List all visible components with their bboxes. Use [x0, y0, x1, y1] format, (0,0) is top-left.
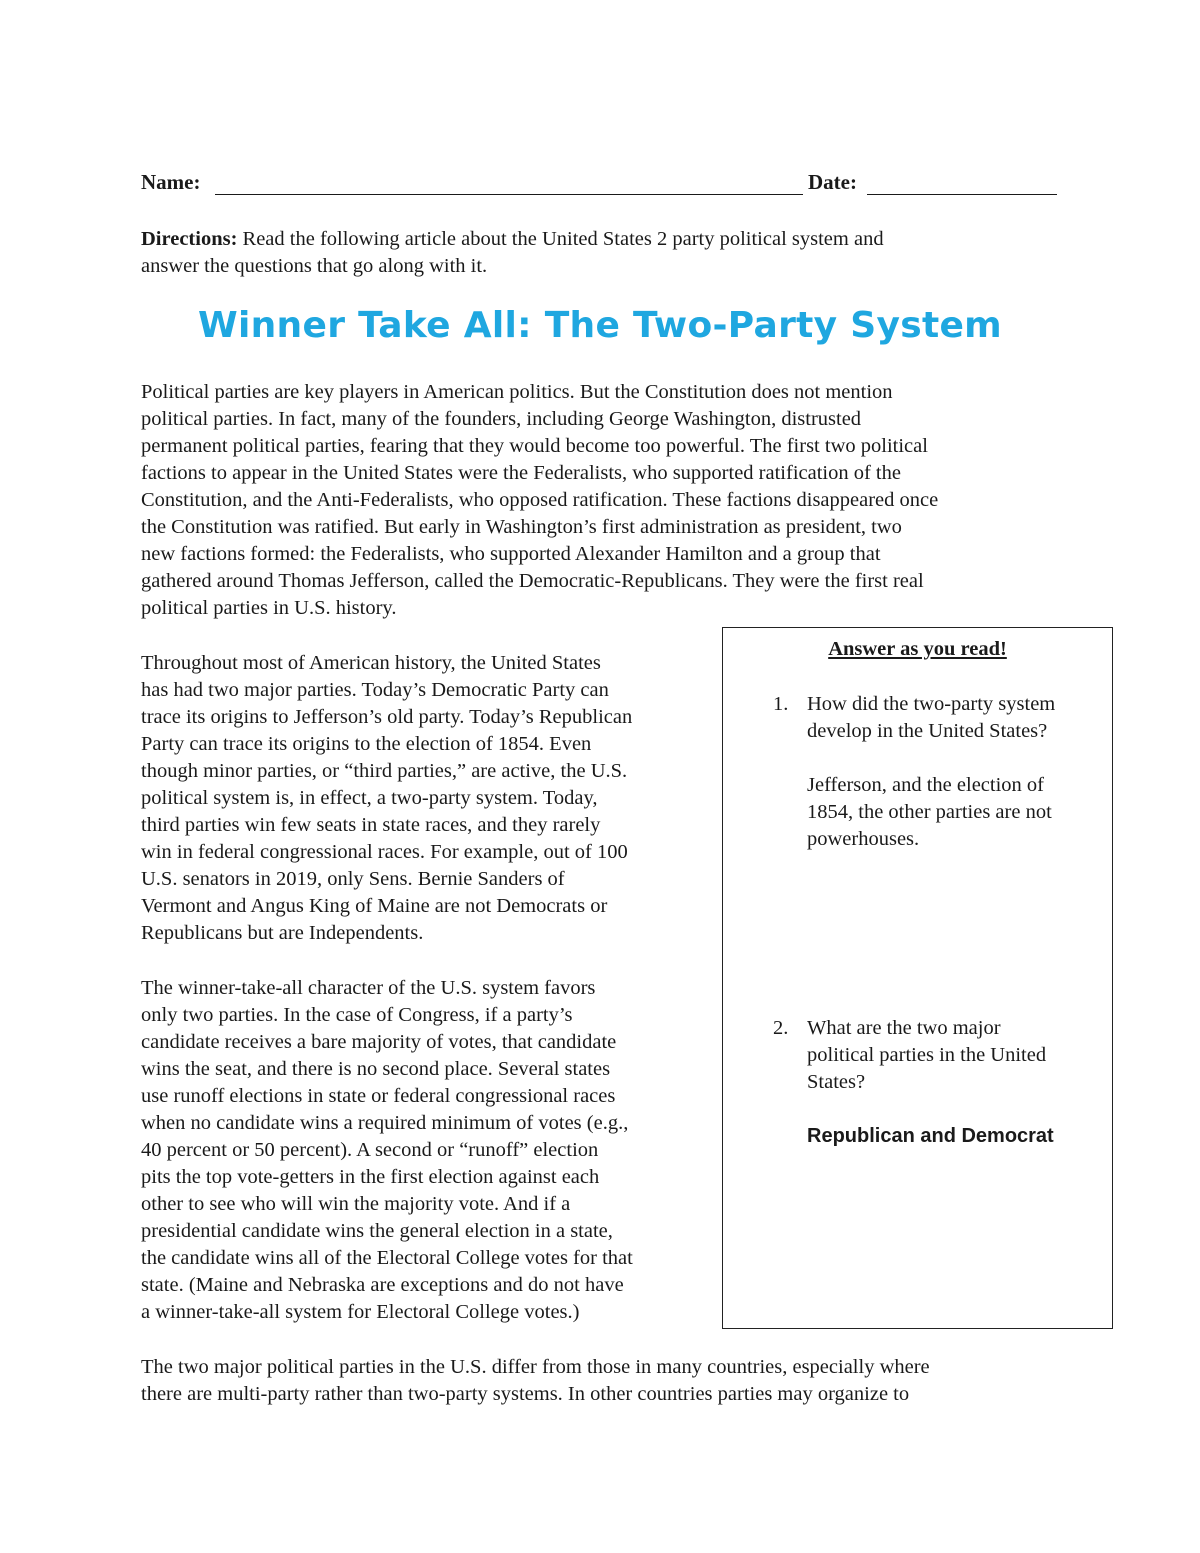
date-label: Date: [808, 170, 857, 194]
answer-1[interactable] [807, 772, 1107, 853]
text-line: third parties win few seats in state races, and they rarely [141, 814, 601, 836]
text-line: when no candidate wins a required minimum of votes (e.g., [141, 1112, 629, 1134]
text-line: a winner-take-all system for Electoral College votes.) [141, 1301, 580, 1323]
answer-box [722, 627, 1113, 1329]
text-line: factions to appear in the United States were the Federalists, who supported ratification of the [141, 462, 901, 484]
text-line: new factions formed: the Federalists, who supported Alexander Hamilton and a group that [141, 543, 881, 565]
text-line: win in federal congressional races. For example, out of 100 [141, 841, 628, 863]
text-line: other to see who will win the majority vote. And if a [141, 1193, 571, 1215]
question-text [807, 1015, 1107, 1096]
article-paragraph-4 [141, 1354, 1071, 1408]
text-line: gathered around Thomas Jefferson, called the Democratic-Republicans. They were the first real [141, 570, 924, 592]
text-line: The winner-take-all character of the U.S. system favors [141, 977, 596, 999]
text-line: state. (Maine and Nebraska are exceptions and do not have [141, 1274, 624, 1296]
text-line: political parties in U.S. history. [141, 597, 397, 619]
article-paragraph-1 [141, 379, 1071, 622]
name-label: Name: [141, 170, 201, 194]
text-line: 40 percent or 50 percent). A second or “runoff” election [141, 1139, 599, 1161]
text-line: Political parties are key players in American politics. But the Constitution does not mention [141, 381, 893, 403]
name-date-row [141, 170, 1061, 200]
text-line: U.S. senators in 2019, only Sens. Bernie Sanders of [141, 868, 565, 890]
answer-2[interactable]: Republican and Democrat [807, 1125, 1054, 1147]
article-title: Winner Take All: The Two-Party System [197, 305, 1002, 346]
text-line: Republicans but are Independents. [141, 922, 424, 944]
text-line: permanent political parties, fearing that they would become too powerful. The first two political [141, 435, 928, 457]
question-number: 2. [773, 1017, 789, 1039]
text-line: Vermont and Angus King of Maine are not Democrats or [141, 895, 608, 917]
directions-text-line: answer the questions that go along with it. [141, 255, 488, 277]
text-line: the candidate wins all of the Electoral College votes for that [141, 1247, 633, 1269]
text-line: Constitution, and the Anti-Federalists, who opposed ratification. These factions disappeared once [141, 489, 939, 511]
text-line: there are multi-party rather than two-party systems. In other countries parties may organize to [141, 1383, 910, 1405]
text-line: The two major political parties in the U.S. differ from those in many countries, especially where [141, 1356, 930, 1378]
name-field-line[interactable] [215, 194, 803, 195]
text-line: powerhouses. [807, 828, 920, 850]
text-line: How did the two-party system [807, 693, 1056, 715]
text-line: Jefferson, and the election of [807, 774, 1044, 796]
directions-text-line: Read the following article about the United States 2 party political system and [237, 228, 884, 250]
text-line: States? [807, 1071, 866, 1093]
text-line: use runoff elections in state or federal congressional races [141, 1085, 616, 1107]
text-line: political parties. In fact, many of the founders, including George Washington, distrusted [141, 408, 862, 430]
text-line: develop in the United States? [807, 720, 1048, 742]
text-line: trace its origins to Jefferson’s old party. Today’s Republican [141, 706, 633, 728]
question-number: 1. [773, 693, 789, 715]
text-line: 1854, the other parties are not [807, 801, 1052, 823]
text-line: wins the seat, and there is no second place. Several states [141, 1058, 611, 1080]
text-line: candidate receives a bare majority of votes, that candidate [141, 1031, 617, 1053]
text-line: though minor parties, or “third parties,” are active, the U.S. [141, 760, 628, 782]
text-line: the Constitution was ratified. But early in Washington’s first administration as president, two [141, 516, 902, 538]
text-line: presidential candidate wins the general election in a state, [141, 1220, 613, 1242]
text-line: has had two major parties. Today’s Democratic Party can [141, 679, 609, 701]
answer-box-title: Answer as you read! [828, 638, 1007, 660]
text-line: pits the top vote-getters in the first election against each [141, 1166, 600, 1188]
article-paragraph-2 [141, 650, 716, 947]
directions [141, 226, 1021, 280]
question-text [807, 691, 1107, 745]
text-line: What are the two major [807, 1017, 1001, 1039]
date-field-line[interactable] [867, 194, 1057, 195]
text-line: political parties in the United [807, 1044, 1047, 1066]
text-line: only two parties. In the case of Congress, if a party’s [141, 1004, 573, 1026]
text-line: Throughout most of American history, the United States [141, 652, 601, 674]
article-paragraph-3 [141, 975, 716, 1326]
text-line: political system is, in effect, a two-party system. Today, [141, 787, 598, 809]
directions-label: Directions: [141, 228, 238, 250]
text-line: Party can trace its origins to the election of 1854. Even [141, 733, 592, 755]
